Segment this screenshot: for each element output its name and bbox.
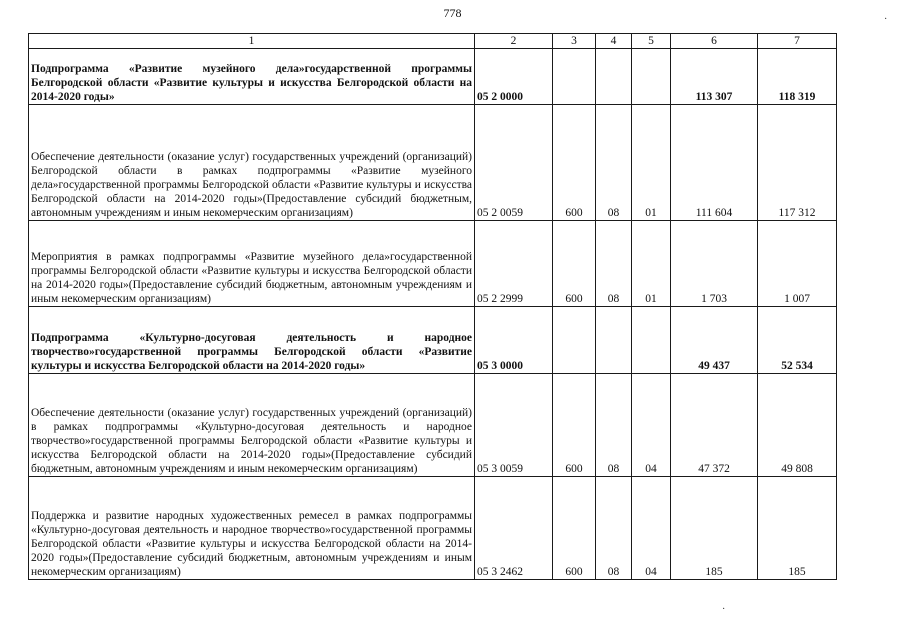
row-col-4	[596, 307, 632, 374]
page-number: 778	[443, 6, 462, 20]
row-col-7: 117 312	[758, 105, 837, 221]
header-col-4: 4	[596, 34, 632, 49]
table-row	[29, 49, 837, 105]
header-col-5: 5	[632, 34, 671, 49]
row-col-6: 47 372	[671, 374, 758, 477]
row-code: 05 3 0000	[475, 307, 553, 374]
header-col-6: 6	[671, 34, 758, 49]
row-code: 05 3 2462	[475, 477, 553, 580]
row-col-5: 01	[632, 105, 671, 221]
row-col-3: 600	[553, 374, 596, 477]
row-col-4: 08	[596, 105, 632, 221]
row-col-6: 111 604	[671, 105, 758, 221]
row-name: Подпрограмма «Развитие музейного дела»государственной программы Белгородской области «Развитие культуры и искусства Белгородской области на 2014-2020 годы»	[29, 49, 475, 105]
row-col-3	[553, 307, 596, 374]
row-col-5	[632, 307, 671, 374]
row-col-7: 52 534	[758, 307, 837, 374]
row-code: 05 2 0000	[475, 49, 553, 105]
row-code: 05 3 0059	[475, 374, 553, 477]
row-name: Обеспечение деятельности (оказание услуг) государственных учреждений (организаций) в рамках подпрограммы «Культурно-досуговая деятельность и народное творчество»государственной программы Белгородской области «Развитие культуры и искусства Белгородской области на 2014-2020 годы»(Предоставление субсидий бюджетным, автономным учреждениям и иным некомерческим организациям)	[29, 374, 475, 477]
header-col-2: 2	[475, 34, 553, 49]
row-col-4: 08	[596, 221, 632, 307]
table-row	[29, 307, 837, 374]
scan-speck: ·	[722, 604, 726, 615]
row-col-7: 185	[758, 477, 837, 580]
row-col-7: 49 808	[758, 374, 837, 477]
header-col-3: 3	[553, 34, 596, 49]
row-name: Поддержка и развитие народных художественных ремесел в рамках подпрограммы «Культурно-досуговая деятельность и народное творчество»государственной программы Белгородской области «Развитие культуры и искусства Белгородской области на 2014-2020 годы»(Предоставление субсидий бюджетным, автономным учреждениям и иным некомерческим организациям)	[29, 477, 475, 580]
row-col-5: 04	[632, 374, 671, 477]
budget-table	[28, 33, 837, 580]
row-code: 05 2 0059	[475, 105, 553, 221]
row-col-6: 113 307	[671, 49, 758, 105]
header-row	[29, 34, 837, 49]
scan-speck: ·	[884, 14, 888, 25]
row-col-7: 118 319	[758, 49, 837, 105]
row-col-6: 1 703	[671, 221, 758, 307]
row-col-4	[596, 49, 632, 105]
row-col-5: 01	[632, 221, 671, 307]
row-col-3: 600	[553, 105, 596, 221]
row-col-3: 600	[553, 477, 596, 580]
row-col-6: 185	[671, 477, 758, 580]
row-name: Подпрограмма «Культурно-досуговая деятельность и народное творчество»государственной программы Белгородской области «Развитие культуры и искусства Белгородской области на 2014-2020 годы»	[29, 307, 475, 374]
header-col-1: 1	[29, 34, 475, 49]
row-col-7: 1 007	[758, 221, 837, 307]
row-col-5	[632, 49, 671, 105]
row-col-4: 08	[596, 477, 632, 580]
row-col-5: 04	[632, 477, 671, 580]
row-col-3	[553, 49, 596, 105]
row-col-6: 49 437	[671, 307, 758, 374]
row-code: 05 2 2999	[475, 221, 553, 307]
header-col-7: 7	[758, 34, 837, 49]
table-row	[29, 105, 837, 221]
table-row	[29, 374, 837, 477]
row-name: Обеспечение деятельности (оказание услуг) государственных учреждений (организаций) Белгородской области в рамках подпрограммы «Развитие музейного дела»государственной программы Белгородской области «Развитие культуры и искусства Белгородской области на 2014-2020 годы»(Предоставление субсидий бюджетным, автономным учреждениям и иным некомерческим организациям)	[29, 105, 475, 221]
table-row	[29, 477, 837, 580]
row-name: Мероприятия в рамках подпрограммы «Развитие музейного дела»государственной программы Белгородской области «Развитие культуры и искусства Белгородской области на 2014-2020 годы»(Предоставление субсидий бюджетным, автономным учреждениям и иным некомерческим организациям)	[29, 221, 475, 307]
table-row	[29, 221, 837, 307]
row-col-4: 08	[596, 374, 632, 477]
row-col-3: 600	[553, 221, 596, 307]
